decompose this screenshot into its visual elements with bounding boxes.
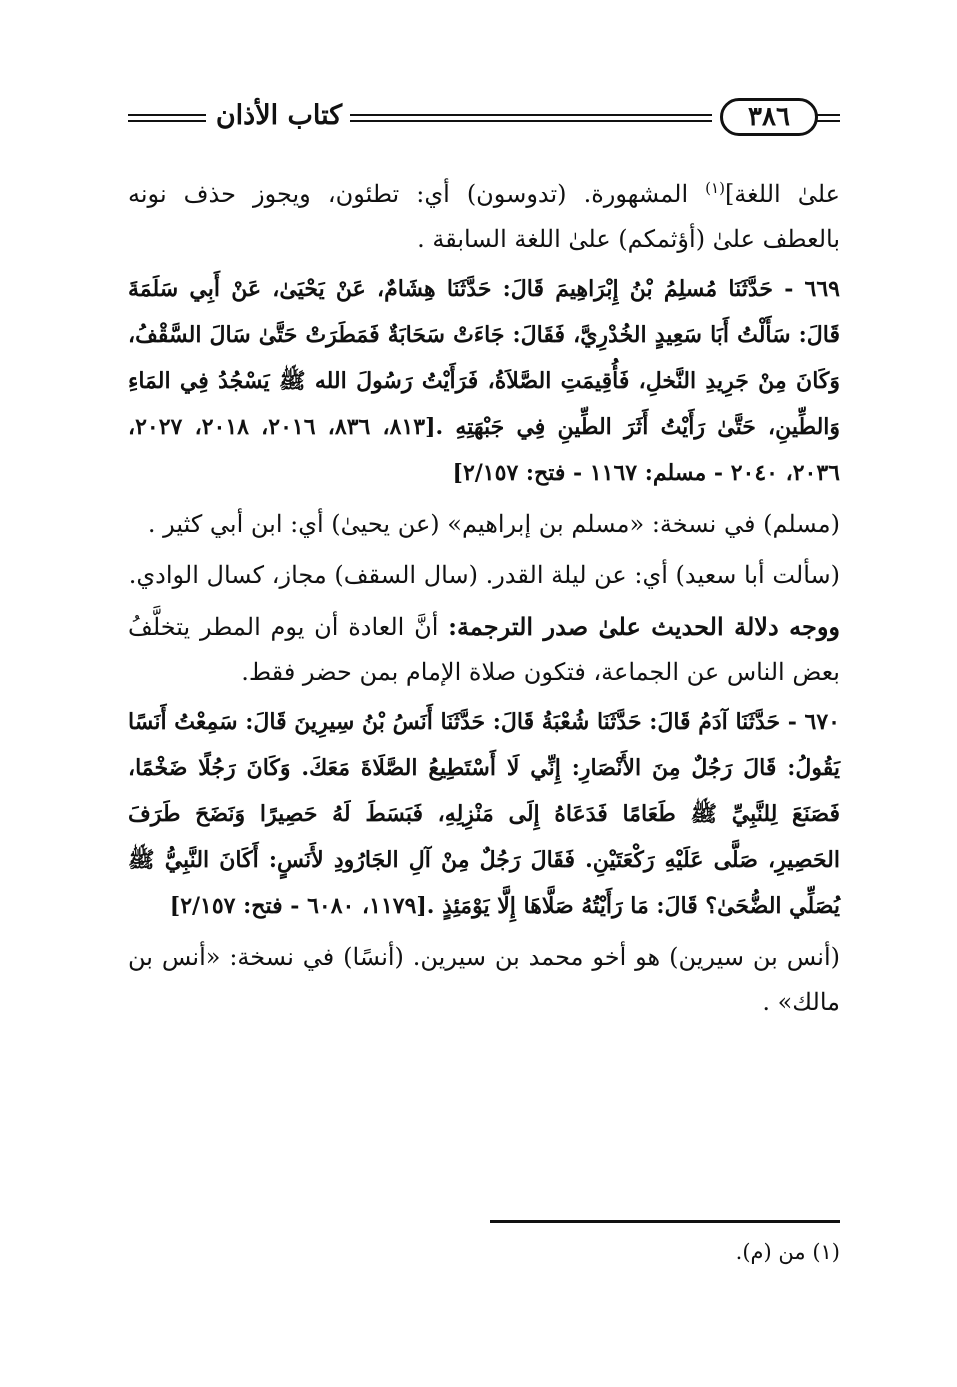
footnote: (١) من (م). [735,1240,840,1264]
commentary-paragraph: (مسلم) في نسخة: «مسلم بن إبراهيم» (عن يحيىٰ) أي: ابن أبي كثير . [147,510,840,538]
page-header [128,98,840,138]
commentary-paragraph: ووجه دلالة الحديث علىٰ صدر الترجمة: أنَّ العادة أن يوم المطر يتخلَّفُ بعض الناس عن الجماعة، فتكون صلاة الإمام بمن حضر فقط. [128,612,840,686]
header-rule-left [128,114,206,122]
commentary-paragraph: (أنس بن سيرين) هو أخو محمد بن سيرين. (أنسًا) في نسخة: «أنس بن مالك» . [128,943,840,1016]
page-body [128,172,840,1025]
header-rule-middle [350,114,712,122]
commentary-paragraph: (سألت أبا سعيد) أي: عن ليلة القدر. (سال السقف) مجاز، كسال الوادي. [128,561,840,589]
commentary-paragraph: علىٰ اللغة]$^{(١)}$ المشهورة. (تدوسون) أي: تطئون، ويجوز حذف نونه بالعطف علىٰ (أؤثمكم) علىٰ اللغة السابقة . [128,179,840,253]
hadith-669: ٦٦٩ - حَدَّثَنَا مُسلِمُ بْنُ إِبْرَاهِيمَ قَالَ: حَدَّثَنَا هِشَامٌ، عَنْ يَحْيَىٰ، عَنْ أَبِي سَلَمَةَ قَالَ: سَأَلْتُ أَبَا سَعِيدٍ الخُدْرِيَّ، فَقَالَ: جَاءَتْ سَحَابَةٌ فَمَطَرَتْ حَتَّىٰ سَالَ السَّقْفُ، وَكَانَ مِنْ جَرِيدِ النَّخلِ، فَأُقِيمَتِ الصَّلاَةُ، فَرَأَيْتُ رَسُولَ الله ﷺ يَسْجُدُ فِي المَاءِ وَالطِّينِ، حَتَّىٰ رَأَيْتُ أَثَرَ الطِّينِ فِي جَبْهَتِهِ .[٨١٣، ٨٣٦، ٢٠١٦، ٢٠١٨، ٢٠٢٧، ٢٠٣٦، ٢٠٤٠ - مسلم: ١١٦٧ - فتح: ٢/١٥٧] [128,276,841,486]
footnote-marker: (١) [705,179,725,197]
page-number: ٣٨٦ [720,98,818,136]
footnote-divider [490,1220,840,1223]
header-rule-right [816,114,840,122]
section-lead: ووجه دلالة الحديث علىٰ صدر الترجمة: [448,612,840,641]
hadith-670: ٦٧٠ - حَدَّثَنَا آدَمُ قَالَ: حَدَّثَنَا شُعْبَةُ قَالَ: حَدَّثَنَا أَنَسُ بْنُ سِيرِينَ قَالَ: سَمِعْتُ أَنَسًا يَقُولُ: قَالَ رَجُلٌ مِنَ الأَنْصَارِ: إِنِّي لَا أَسْتَطِيعُ الصَّلَاةَ مَعَكَ. وَكَانَ رَجُلًا ضَخْمًا، فَصَنَعَ لِلنَّبِيِّ ﷺ طَعَامًا فَدَعَاهُ إِلَى مَنْزِلِهِ، فَبَسَطَ لَهُ حَصِيرًا وَنَضَحَ طَرَفَ الحَصِيرِ، صَلَّى عَلَيْهِ رَكْعَتَيْنِ. فَقَالَ رَجُلٌ مِنْ آلِ الجَارُودِ لأَنَسٍ: أَكَانَ النَّبِيُّ ﷺ يُصَلِّي الضُّحَىٰ؟ قَالَ: مَا رَأَيْتُهُ صَلَّاهَا إِلَّا يَوْمَئِذٍ .[١١٧٩، ٦٠٨٠ - فتح: ٢/١٥٧] [128,709,840,919]
book-title: كتاب الأذان [215,100,343,131]
